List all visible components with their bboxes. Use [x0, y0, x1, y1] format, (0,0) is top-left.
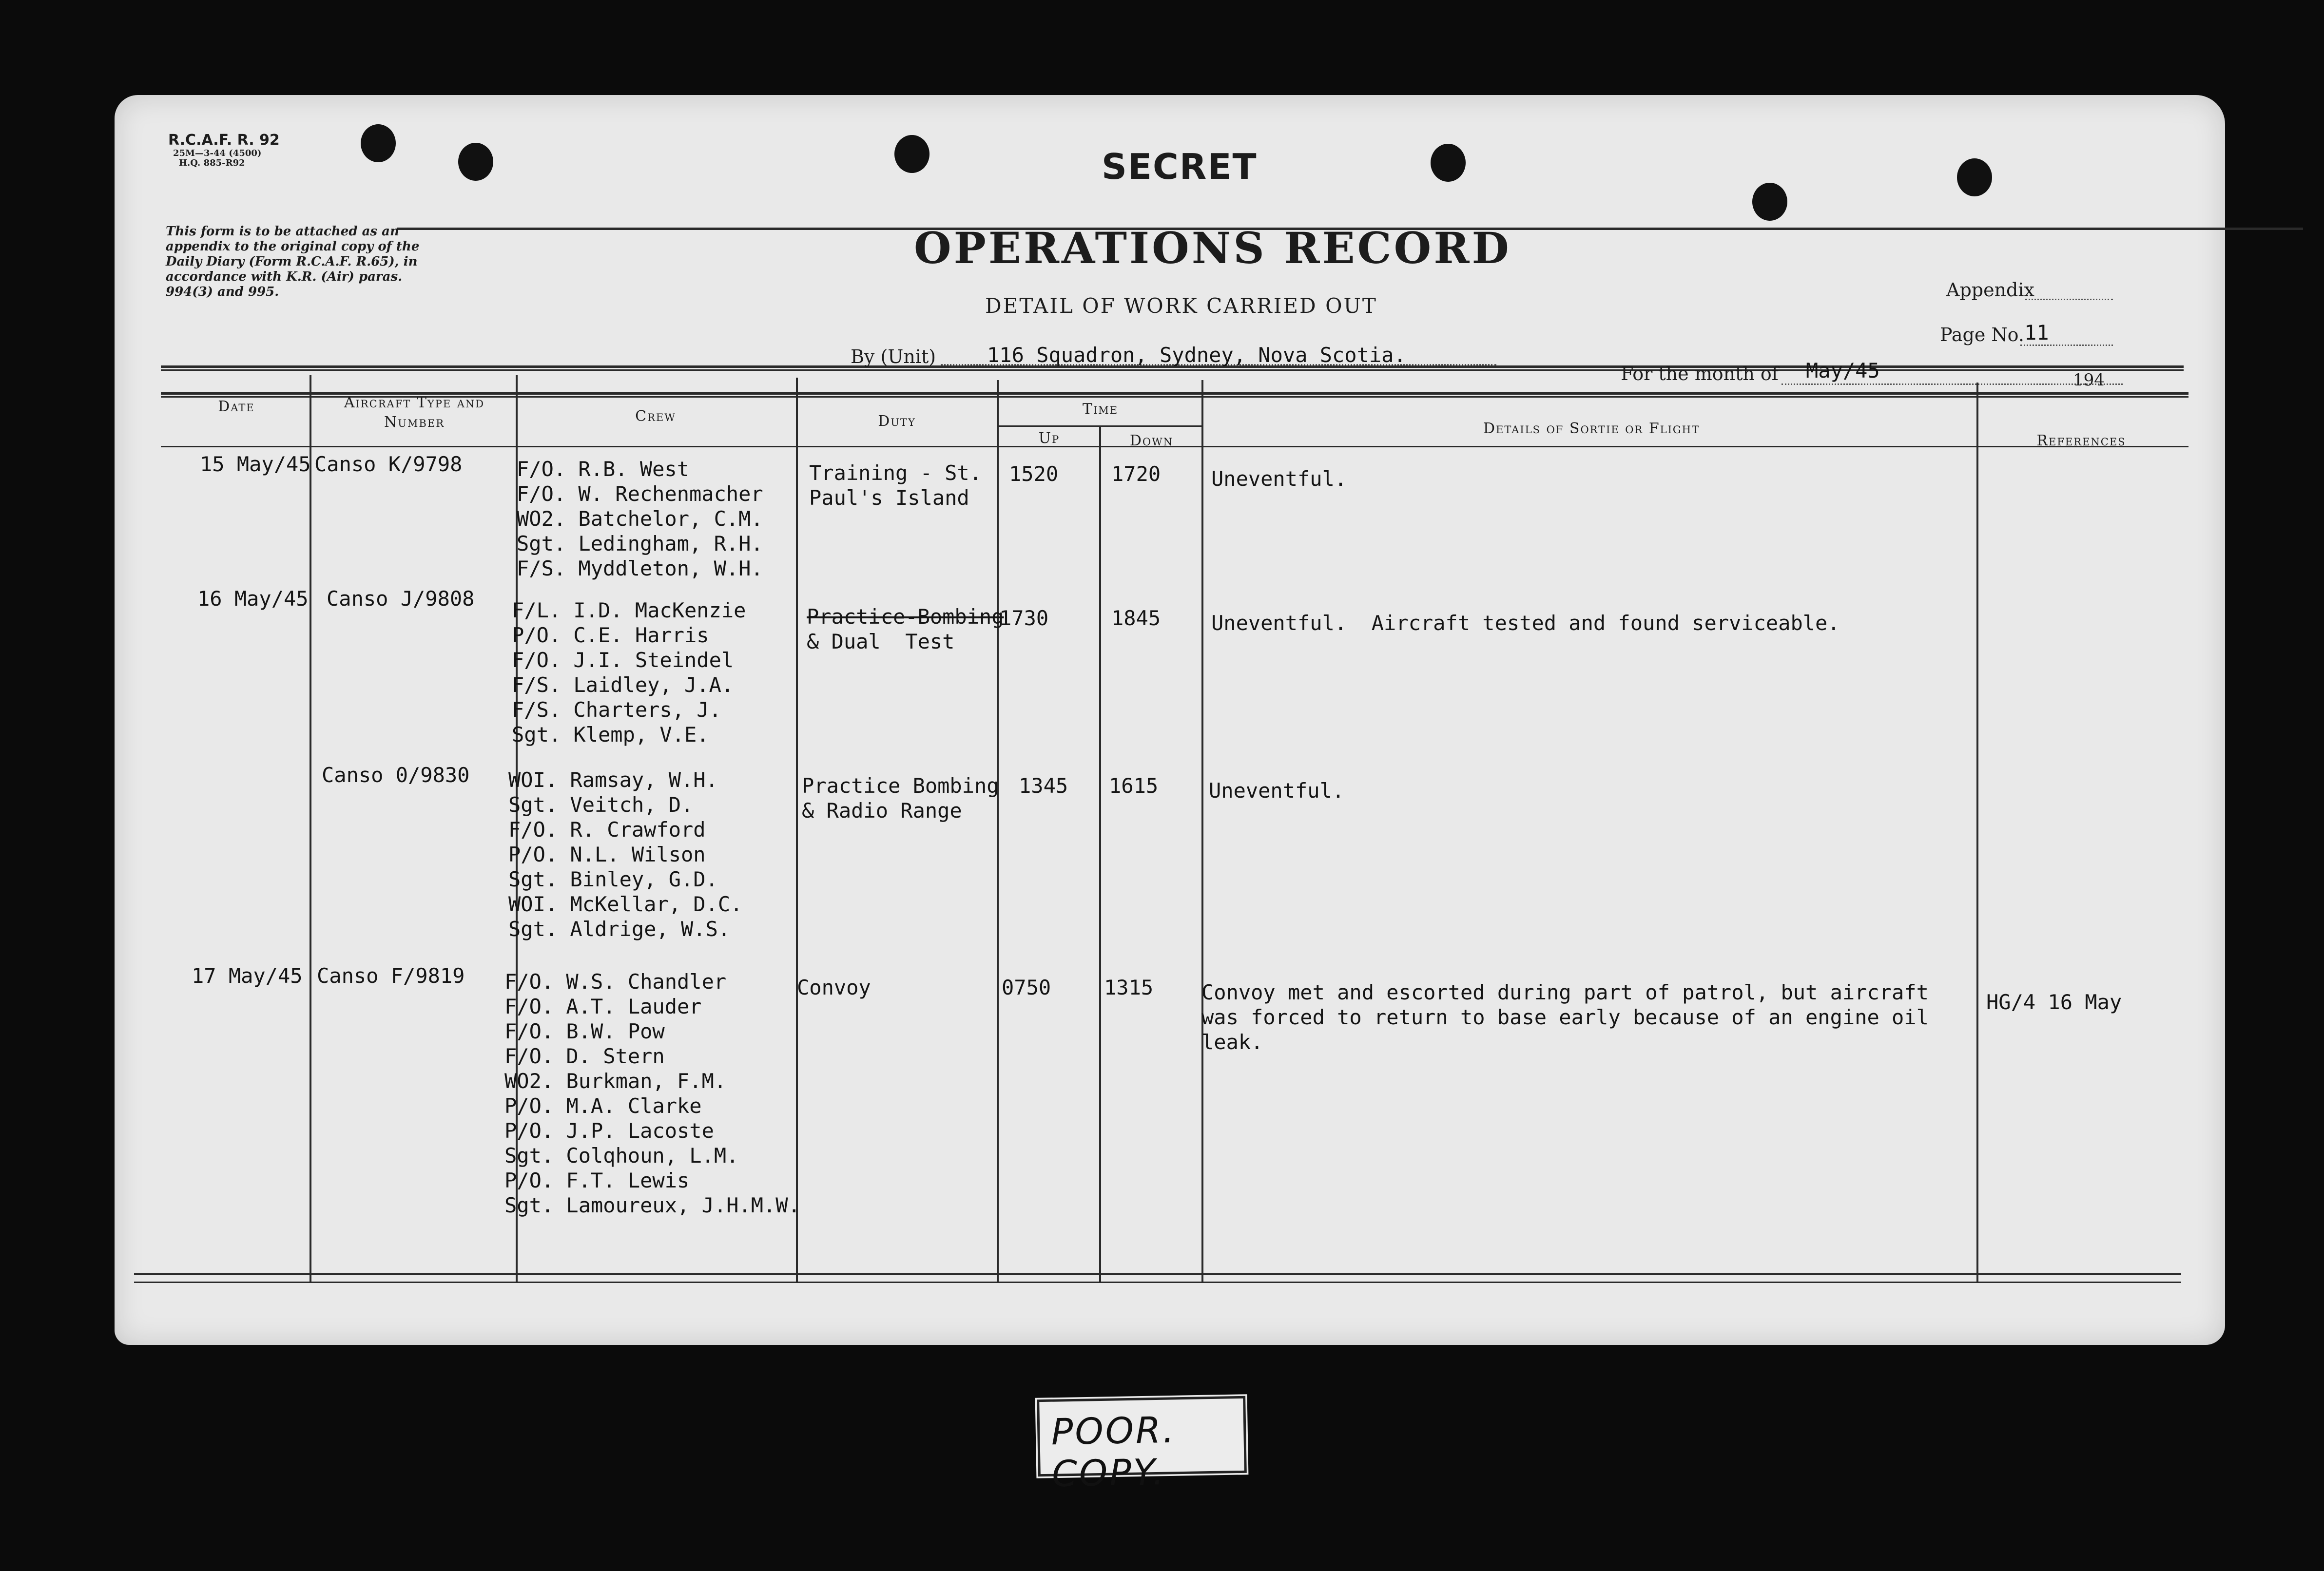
- unit-value: 116 Squadron, Sydney, Nova Scotia.: [987, 343, 1406, 367]
- row-date: 15 May/45: [200, 452, 311, 476]
- column-header-aircraft: Aircraft Type and Number: [344, 394, 485, 431]
- appendix-field: [2025, 299, 2113, 300]
- details-line: was forced to return to base early because of an engine oil: [1201, 1005, 1929, 1029]
- punch-hole: [361, 124, 396, 162]
- crew-member: F/S. Myddleton, W.H.: [517, 556, 763, 580]
- crew-member: WOI. McKellar, D.C.: [508, 892, 743, 916]
- column-divider: [1099, 426, 1101, 1282]
- crew-member: F/S. Laidley, J.A.: [512, 673, 734, 697]
- crew-member: P/O. C.E. Harris: [512, 623, 709, 647]
- punch-hole: [1431, 144, 1466, 182]
- column-header-details: Details of Sortie or Flight: [1483, 420, 1700, 437]
- row-references: HG/4 16 May: [1986, 990, 2122, 1014]
- row-date: 16 May/45: [197, 587, 309, 611]
- row-details: [1201, 980, 1929, 1054]
- stamp-text: POOR. COPY.: [1051, 1409, 1177, 1495]
- classification-label: SECRET: [1102, 146, 1258, 187]
- details-line: Uneventful.: [1209, 779, 1345, 803]
- form-code: R.C.A.F. R. 92: [168, 132, 280, 149]
- appendix-label: Appendix: [1946, 279, 2034, 301]
- unit-label: By (Unit): [851, 346, 936, 367]
- crew-member: WO2. Batchelor, C.M.: [517, 507, 763, 531]
- month-label: For the month of: [1621, 363, 1779, 384]
- crew-member: F/O. W.S. Chandler: [504, 970, 727, 994]
- column-divider: [310, 375, 311, 1282]
- form-note: This form is to be attached as an appendix to the original copy of the Daily Diary (Form R.C.A.F. R.65), in accordance with K.R. (Air) paras. 994(3) and 995.: [166, 224, 420, 299]
- column-header-down: Down: [1129, 432, 1174, 449]
- crew-member: F/S. Charters, J.: [512, 698, 721, 722]
- column-header-date: Date: [218, 398, 255, 415]
- row-time-down: 1720: [1111, 462, 1161, 486]
- row-details: [1211, 466, 1347, 491]
- page-title: OPERATIONS RECORD: [914, 223, 1511, 273]
- crew-member: WOI. Ramsay, W.H.: [508, 768, 718, 792]
- row-details: [1211, 611, 1840, 635]
- crew-member: F/O. D. Stern: [504, 1044, 665, 1068]
- row-duty: [807, 604, 1004, 654]
- crew-member: P/O. J.P. Lacoste: [504, 1119, 714, 1143]
- crew-member: P/O. F.T. Lewis: [504, 1169, 690, 1192]
- crew-member: F/O. J.I. Steindel: [512, 648, 734, 672]
- form-code-line3: H.Q. 885-R92: [179, 158, 245, 168]
- month-value: May/45: [1806, 359, 1880, 383]
- row-crew-list: [508, 767, 742, 941]
- row-aircraft: Canso F/9819: [317, 964, 465, 988]
- crew-member: WO2. Burkman, F.M.: [504, 1069, 727, 1093]
- column-divider: [1201, 380, 1203, 1282]
- crew-member: Sgt. Lamoureux, J.H.M.W.: [504, 1193, 800, 1217]
- form-code-line2: 25M—3-44 (4500): [173, 148, 262, 158]
- row-time-down: 1615: [1109, 774, 1159, 798]
- details-line: Uneventful.: [1211, 467, 1347, 491]
- duty-line: Practice-Bombing: [807, 605, 1004, 629]
- row-aircraft: Canso K/9798: [314, 452, 463, 476]
- row-details: [1209, 778, 1344, 803]
- year-suffix: 194: [2073, 370, 2105, 390]
- punch-hole: [1752, 183, 1787, 221]
- row-crew-list: [517, 457, 763, 581]
- top-double-rule: [161, 369, 2184, 371]
- duty-line: Paul's Island: [809, 486, 969, 510]
- crew-member: F/O. A.T. Lauder: [504, 995, 702, 1018]
- page-number-value: 11: [2024, 321, 2049, 345]
- row-date: 17 May/45: [192, 964, 303, 988]
- column-header-crew: Crew: [635, 408, 676, 425]
- punch-hole: [1957, 158, 1992, 196]
- crew-member: Sgt. Aldrige, W.S.: [508, 917, 731, 941]
- crew-member: Sgt. Klemp, V.E.: [512, 723, 709, 747]
- crew-member: Sgt. Binley, G.D.: [508, 867, 718, 891]
- crew-member: F/O. R. Crawford: [508, 818, 706, 842]
- crew-member: P/O. N.L. Wilson: [508, 843, 706, 866]
- row-time-up: 1520: [1009, 462, 1059, 486]
- row-time-up: 0750: [1002, 976, 1051, 999]
- punch-hole: [458, 143, 493, 181]
- row-duty: [802, 773, 999, 823]
- row-time-up: 1730: [999, 606, 1049, 630]
- row-time-down: 1845: [1111, 606, 1161, 630]
- crew-member: P/O. M.A. Clarke: [504, 1094, 702, 1118]
- row-aircraft: Canso 0/9830: [322, 763, 470, 787]
- operations-record-sheet: [115, 95, 2225, 1345]
- row-time-down: 1315: [1104, 976, 1154, 999]
- month-field: [1782, 383, 2123, 385]
- crew-member: F/O. W. Rechenmacher: [517, 482, 763, 506]
- table-bottom-rule: [134, 1273, 2181, 1275]
- row-crew-list: [504, 969, 800, 1218]
- column-header-duty: Duty: [878, 413, 916, 430]
- page-subtitle: DETAIL OF WORK CARRIED OUT: [985, 294, 1377, 318]
- row-crew-list: [512, 598, 746, 747]
- duty-line: Practice Bombing: [802, 774, 999, 798]
- column-header-time: Time: [1082, 401, 1119, 418]
- column-divider: [997, 380, 999, 1282]
- row-time-up: 1345: [1019, 774, 1068, 798]
- duty-line: Convoy: [797, 976, 871, 999]
- details-line: Uneventful. Aircraft tested and found serviceable.: [1211, 611, 1840, 635]
- crew-member: F/O. R.B. West: [517, 457, 690, 481]
- duty-line: & Radio Range: [802, 799, 962, 823]
- crew-member: Sgt. Colqhoun, L.M.: [504, 1144, 739, 1168]
- column-divider: [1976, 383, 1978, 1282]
- row-duty: [809, 460, 982, 510]
- details-line: Convoy met and escorted during part of patrol, but aircraft: [1201, 980, 1929, 1004]
- crew-member: F/L. I.D. MacKenzie: [512, 598, 746, 622]
- column-header-up: Up: [1038, 430, 1060, 447]
- crew-member: F/O. B.W. Pow: [504, 1019, 665, 1043]
- crew-member: Sgt. Veitch, D.: [508, 793, 694, 817]
- column-header-references: References: [2036, 432, 2126, 449]
- duty-line: Training - St.: [809, 461, 982, 485]
- details-line: leak.: [1201, 1030, 1263, 1054]
- row-aircraft: Canso J/9808: [327, 587, 475, 611]
- table-bottom-rule: [134, 1282, 2181, 1283]
- row-duty: [797, 975, 871, 1000]
- crew-member: Sgt. Ledingham, R.H.: [517, 532, 763, 556]
- punch-hole: [894, 135, 930, 173]
- poor-copy-stamp: [1035, 1394, 1249, 1495]
- page-number-label: Page No.: [1940, 324, 2024, 345]
- duty-line: & Dual Test: [807, 630, 955, 653]
